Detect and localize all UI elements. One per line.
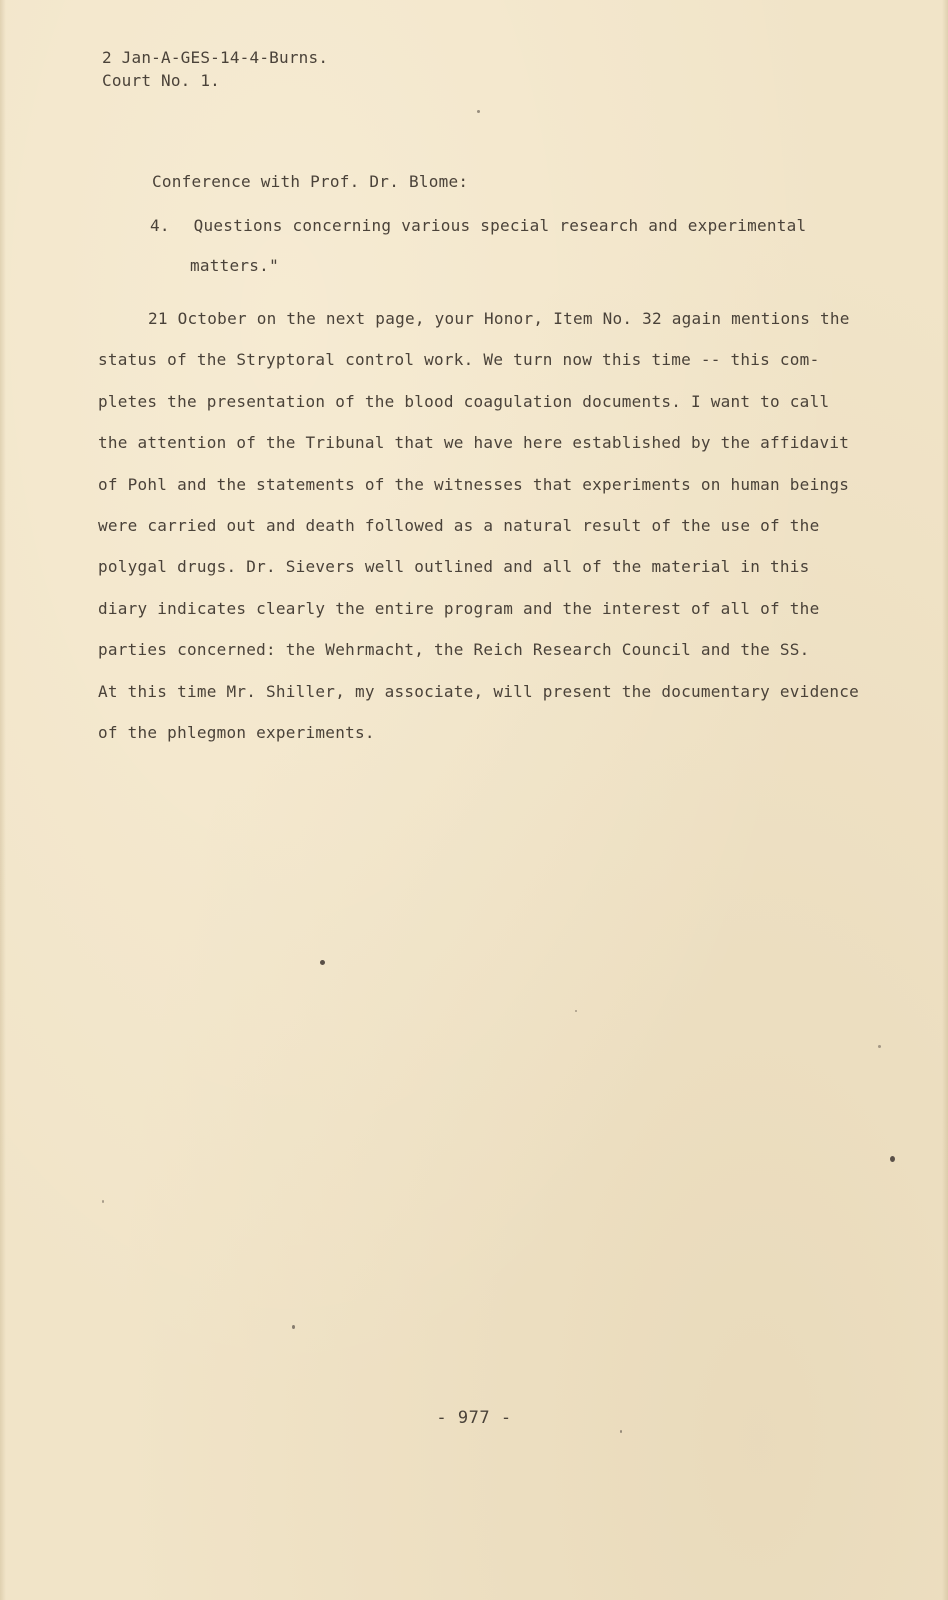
document-header <box>102 46 328 92</box>
paragraph-line: of the phlegmon experiments. <box>98 723 375 743</box>
conference-item <box>150 216 806 235</box>
conference-heading: Conference with Prof. Dr. Blome: <box>152 172 469 191</box>
paper-speck <box>620 1430 622 1433</box>
paper-edge-right <box>942 0 948 1600</box>
paper-speck <box>102 1200 104 1203</box>
item-text-line1: Questions concerning various special research and experimental <box>193 216 807 235</box>
item-text-line2: matters." <box>190 256 279 275</box>
item-number: 4. <box>150 216 170 235</box>
paragraph-line: status of the Stryptoral control work. We turn now this time -- this com- <box>98 350 820 370</box>
paragraph-line: the attention of the Tribunal that we have here established by the affidavit <box>98 433 850 453</box>
paragraph-line: diary indicates clearly the entire program and the interest of all of the <box>98 598 820 618</box>
header-court: Court No. 1. <box>102 71 220 90</box>
paper-speck <box>890 1156 895 1162</box>
testimony-paragraph <box>98 298 859 753</box>
paper-speck <box>575 1010 577 1012</box>
paragraph-line: At this time Mr. Shiller, my associate, will present the documentary evidence <box>98 681 859 701</box>
paragraph-line: were carried out and death followed as a natural result of the use of the <box>98 516 820 536</box>
paragraph-line: parties concerned: the Wehrmacht, the Reich Research Council and the SS. <box>98 640 810 660</box>
paragraph-line: of Pohl and the statements of the witnesses that experiments on human beings <box>98 474 850 494</box>
paper-speck <box>320 960 325 965</box>
paragraph-line: 21 October on the next page, your Honor, Item No. 32 again mentions the <box>148 309 850 328</box>
paper-edge-left <box>0 0 6 1600</box>
paper-speck <box>878 1045 881 1048</box>
paragraph-line: polygal drugs. Dr. Sievers well outlined and all of the material in this <box>98 557 810 577</box>
paper-speck <box>292 1325 295 1329</box>
paper-speck <box>477 110 480 113</box>
paragraph-line: pletes the presentation of the blood coagulation documents. I want to call <box>98 391 830 411</box>
page-number: - 977 - <box>436 1408 512 1428</box>
header-reference: 2 Jan-A-GES-14-4-Burns. <box>102 48 329 67</box>
